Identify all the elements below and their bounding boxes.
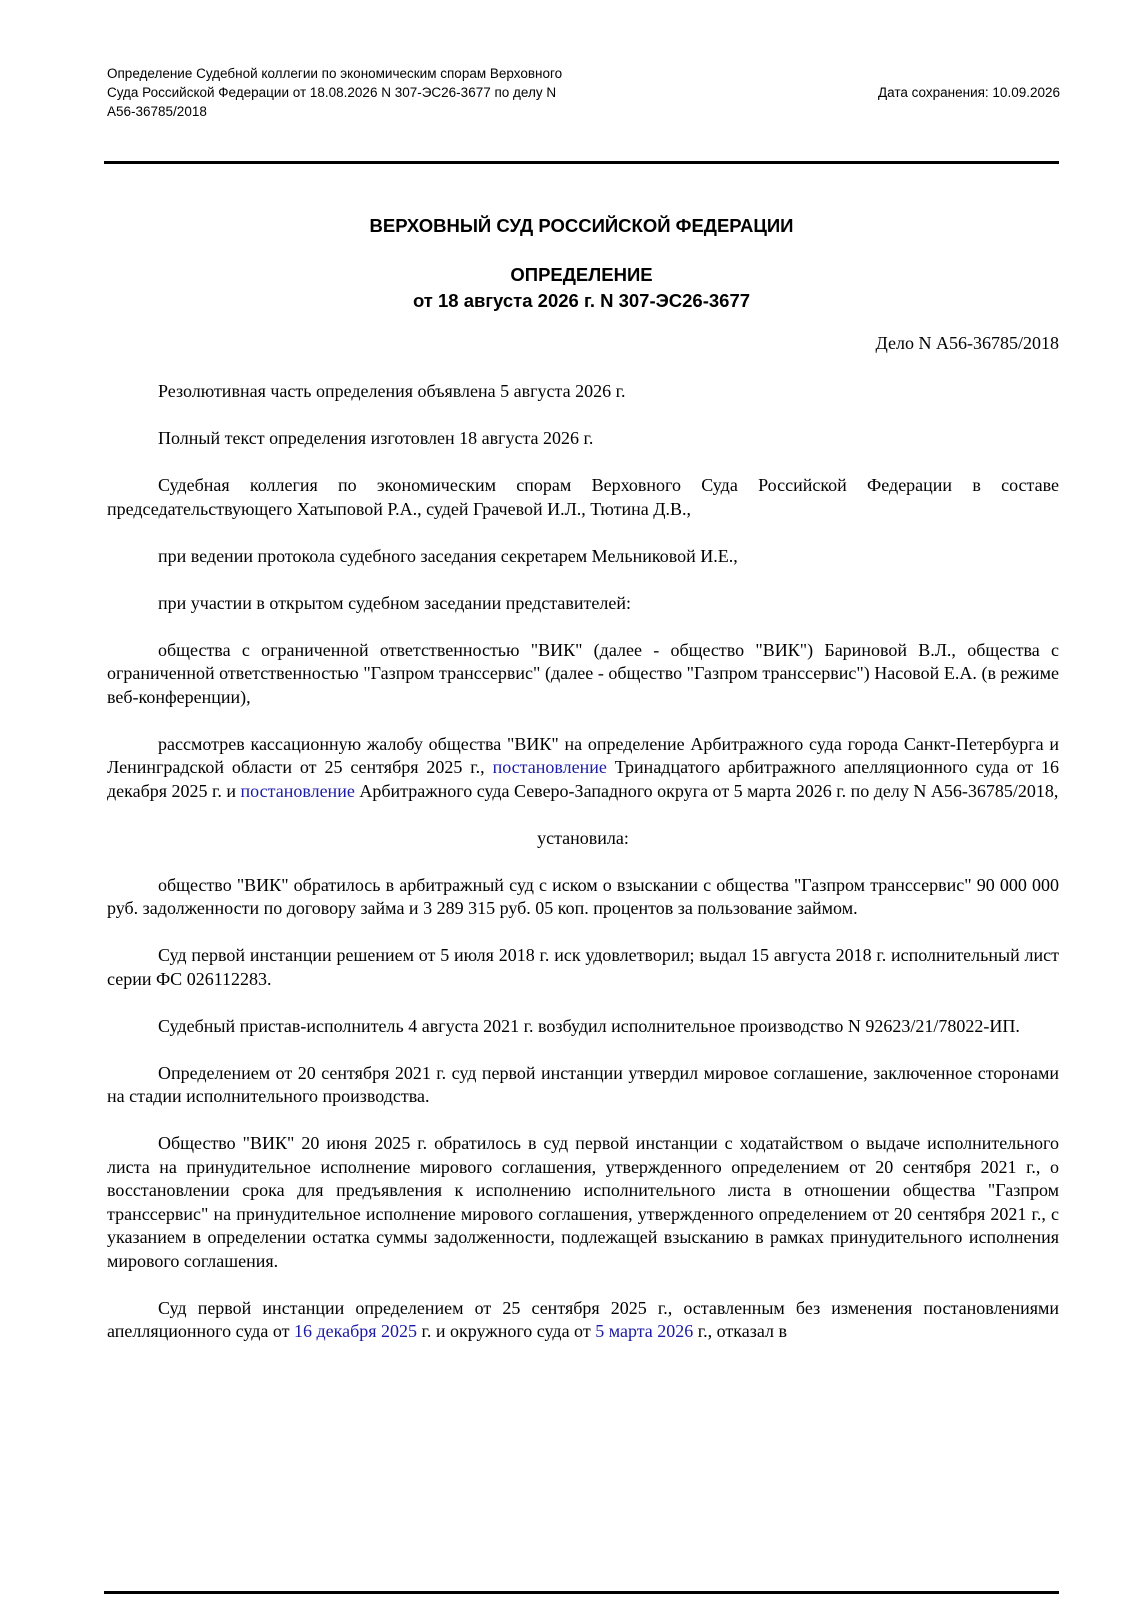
header-line-1: Определение Судебной коллегии по экономическим спорам Верховного [107,66,563,81]
paragraph: Общество "ВИК" 20 июня 2025 г. обратилось в суд первой инстанции с ходатайством о выдаче исполнительного листа на принудительное исполнение мирового соглашения, утвержденного определением от 20 сентября 2021 г., о восстановлении срока для предъявления к исполнению исполнительного листа в отношении общества "Газпром транссервис" на принудительное исполнение мирового соглашения, утвержденного определением от 20 сентября 2021 г., с указанием в определении остатка суммы задолженности, подлежащей взысканию в рамках принудительного исполнения мирового соглашения. [107,1133,1059,1271]
resolution-link-cassation[interactable]: постановление [240,780,355,801]
text: Суд первой инстанции определением от 25 сентября 2025 г., оставленным без изменения постановлениями апелляционного суда от [107,1297,1059,1341]
paragraph: Резолютивная часть определения объявлена 5 августа 2026 г. [158,381,626,401]
date-link-appeal[interactable]: 16 декабря 2025 [293,1321,418,1341]
established-heading: установила: [537,827,629,848]
doc-date: от 18 августа 2026 г. N 307-ЭС26-3677 [412,290,751,311]
paragraph [107,733,1059,804]
paragraph: общества с ограниченной ответственностью "ВИК" (далее - общество "ВИК") Бариновой В.Л., общества с ограниченной ответственностью "Газпром транссервис" (далее - общество "Газпром транссервис") Насовой Е.А. (в режиме веб-конференции), [107,639,1059,707]
text: г. и окружного суда от [417,1321,596,1341]
header-line-2: Суда Российской Федерации от 18.08.2026 N 307-ЭС26-3677 по делу N [107,85,557,100]
header-divider [104,161,1059,164]
paragraph: при участии в открытом судебном заседании представителей: [158,592,631,613]
court-title: ВЕРХОВНЫЙ СУД РОССИЙСКОЙ ФЕДЕРАЦИИ [369,215,794,236]
case-number: Дело N А56-36785/2018 [875,333,1059,353]
text: рассмотрев кассационную жалобу общества "ВИК" на определение Арбитражного суда города Санкт-Петербурга и Ленинградской области от 25 сентября 2025 г., [107,733,1059,777]
paragraph: Судебная коллегия по экономическим спорам Верховного Суда Российской Федерации в составе председательствующего Хатыповой Р.А., судей Грачевой И.Л., Тютина Д.В., [107,475,1059,519]
footer-divider [104,1591,1059,1594]
resolution-link-appeal[interactable]: постановление [492,757,607,777]
paragraph: Определением от 20 сентября 2021 г. суд первой инстанции утвердил мировое соглашение, заключенное сторонами на стадии исполнительного производства. [107,1062,1059,1106]
date-link-cassation[interactable]: 5 марта 2026 [595,1321,694,1341]
paragraph: общество "ВИК" обратилось в арбитражный суд с иском о взыскании с общества "Газпром транссервис" 90 000 000 руб. задолженности по договору займа и 3 289 315 руб. 05 коп. процентов за пользование займом. [107,874,1059,918]
paragraph: Судебный пристав-исполнитель 4 августа 2021 г. возбудил исполнительное производство N 92623/21/78022-ИП. [158,1015,1020,1036]
paragraph: при ведении протокола судебного заседания секретарем Мельниковой И.Е., [158,545,738,566]
document-body [107,380,1059,1367]
save-date: Дата сохранения: 10.09.2026 [877,85,1060,100]
text: Тринадцатого арбитражного апелляционного суда от 16 декабря 2025 г. и [107,757,1059,801]
document-reference [107,64,637,121]
paragraph: Суд первой инстанции решением от 5 июля 2018 г. иск удовлетворил; выдал 15 августа 2018 г. исполнительный лист серии ФС 026112283. [107,945,1059,989]
decision-title [104,262,1059,314]
paragraph: Полный текст определения изготовлен 18 августа 2026 г. [158,428,594,448]
doc-type: ОПРЕДЕЛЕНИЕ [510,264,653,285]
paragraph [107,1297,1059,1344]
text: г., отказал в [693,1321,787,1341]
text: Арбитражного суда Северо-Западного округа от 5 марта 2026 г. по делу N А56-36785/2018, [354,780,1059,801]
header-line-3: А56-36785/2018 [107,104,207,119]
